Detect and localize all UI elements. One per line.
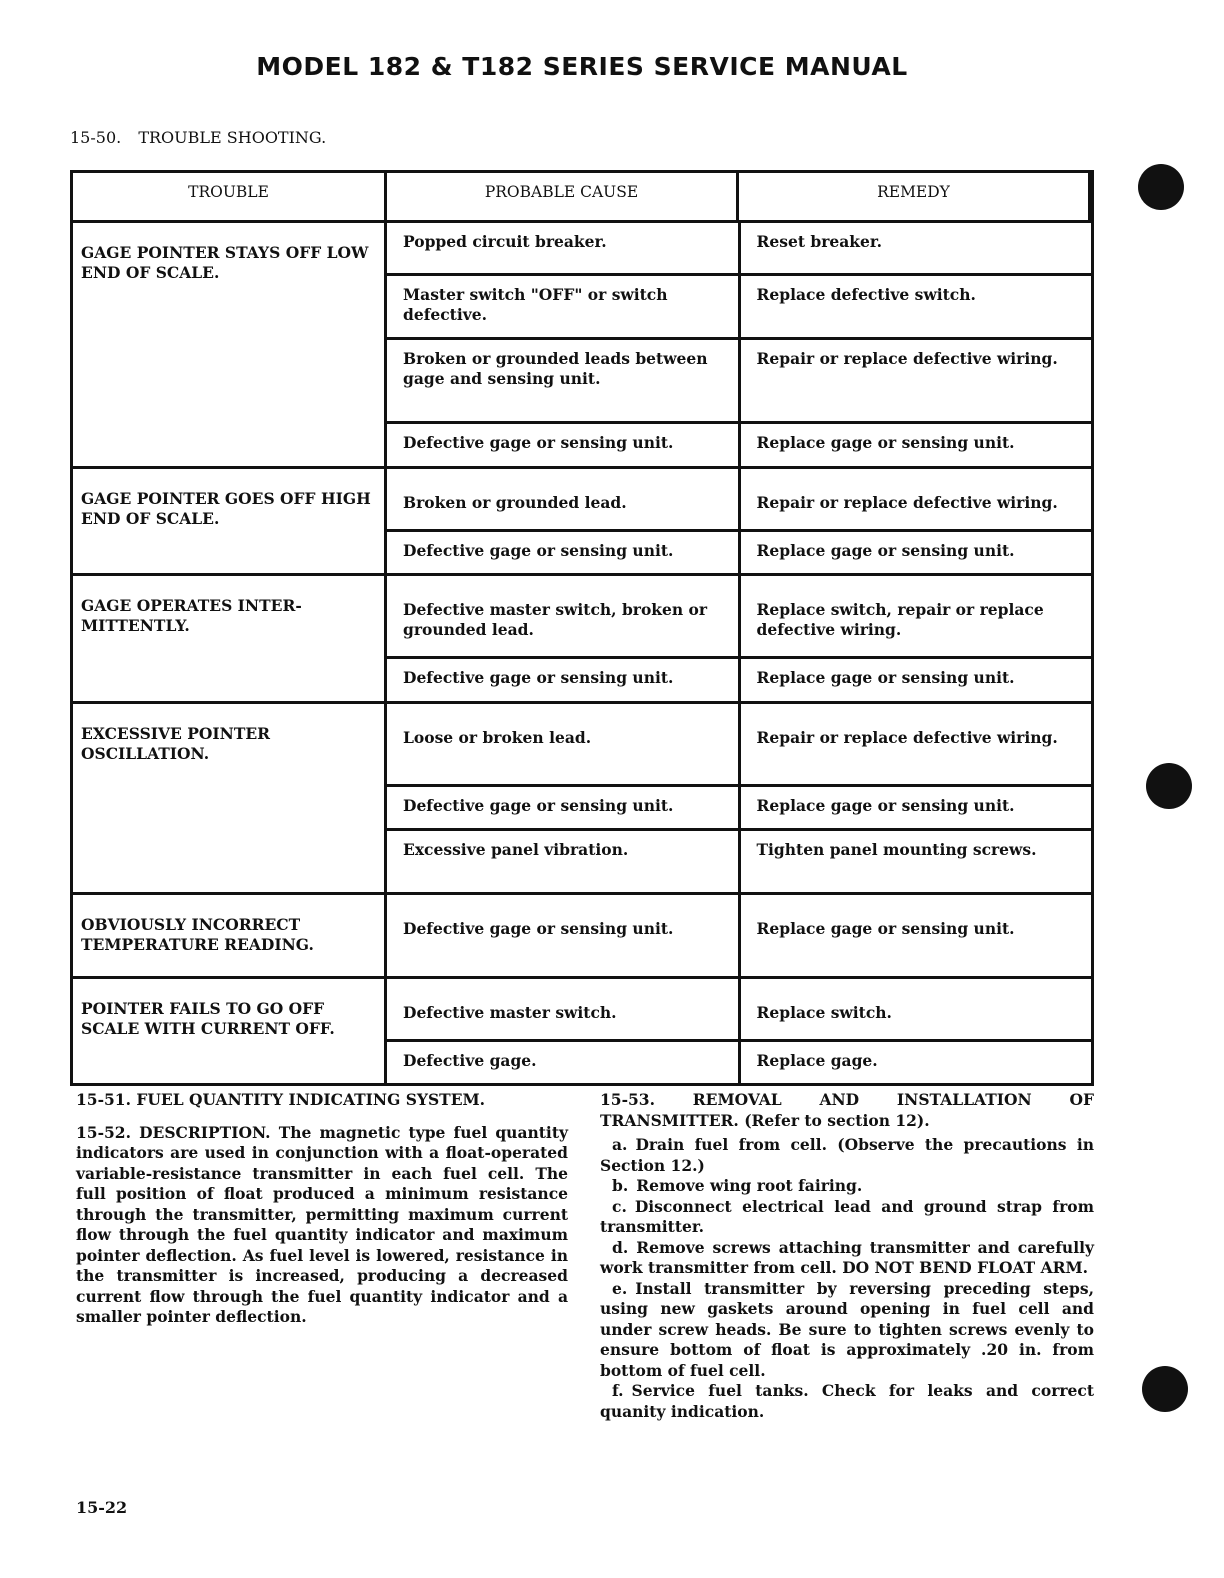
cause-cell: Defective gage or sensing unit.: [387, 659, 741, 701]
section-number: 15-50.: [70, 128, 122, 147]
trouble-cell: GAGE POINTER STAYS OFF LOW END OF SCALE.: [73, 223, 387, 469]
cause-remedy-group: [387, 979, 1091, 1086]
cause-remedy-group: [387, 895, 1091, 979]
step-letter: d.: [612, 1237, 629, 1257]
remedy-cell: Reset breaker.: [756, 232, 883, 251]
troubleshooting-table: [70, 170, 1094, 1086]
table-row: [387, 1042, 1091, 1086]
step-letter: f.: [612, 1381, 624, 1400]
table-row: [387, 424, 1091, 469]
trouble-cell: GAGE POINTER GOES OFF HIGH END OF SCALE.: [73, 469, 387, 576]
left-text-column: [76, 1090, 568, 1340]
procedure-step: [600, 1135, 1094, 1176]
step-text: Drain fuel from cell. (Observe the precautions in Section 12.): [600, 1135, 1094, 1175]
cause-cell: Defective gage or sensing unit.: [387, 532, 741, 573]
step-letter: e.: [612, 1278, 628, 1298]
cause-remedy-group: [387, 576, 1091, 704]
procedure-step: [600, 1176, 1094, 1197]
cause-cell: Defective gage or sensing unit.: [387, 787, 741, 828]
section-15-52-heading: 15-52. DESCRIPTION.: [76, 1122, 271, 1142]
section-15-50-title: [70, 128, 326, 147]
cause-cell: Master switch "OFF" or switch defective.: [387, 276, 741, 337]
binder-hole-icon: [1138, 164, 1184, 210]
cause-cell: Defective gage.: [387, 1042, 741, 1083]
table-row: [387, 276, 1091, 340]
table-header-cause: PROBABLE CAUSE: [387, 173, 739, 223]
page-header: MODEL 182 & T182 SERIES SERVICE MANUAL: [256, 52, 908, 81]
step-letter: c.: [612, 1196, 627, 1216]
right-text-column: [600, 1090, 1094, 1422]
cause-cell: Loose or broken lead.: [387, 704, 741, 784]
cause-cell: Defective gage or sensing unit.: [387, 895, 741, 976]
remedy-cell: Replace gage.: [756, 1051, 878, 1070]
remedy-cell: Replace gage or sensing unit.: [756, 541, 1015, 560]
cause-cell: Broken or grounded lead.: [387, 469, 741, 529]
step-text: Service fuel tanks. Check for leaks and correct quanity indication.: [600, 1381, 1094, 1421]
cause-cell: Excessive panel vibration.: [387, 831, 741, 892]
table-row: [387, 704, 1091, 787]
step-text: Remove wing root fairing.: [636, 1176, 863, 1195]
procedure-step: [600, 1279, 1094, 1382]
section-15-53-heading: 15-53. REMOVAL AND INSTALLATION OF TRANSMITTER. (Refer to section 12).: [600, 1090, 1094, 1130]
section-title-text: TROUBLE SHOOTING.: [138, 128, 327, 147]
table-row: [387, 576, 1091, 659]
remedy-cell: Replace switch.: [756, 1003, 892, 1022]
table-row: [387, 895, 1091, 979]
page-number: 15-22: [76, 1498, 128, 1517]
cause-cell: Popped circuit breaker.: [387, 223, 741, 273]
step-text: Disconnect electrical lead and ground strap from transmitter.: [600, 1196, 1094, 1236]
remedy-cell: Replace switch, repair or replace defective wiring.: [756, 600, 1044, 640]
table-row: [387, 787, 1091, 831]
cause-cell: Defective master switch.: [387, 979, 741, 1039]
remedy-cell: Repair or replace defective wiring.: [756, 349, 1058, 368]
binder-hole-icon: [1146, 763, 1192, 809]
remedy-cell: Repair or replace defective wiring.: [756, 728, 1058, 747]
step-letter: b.: [612, 1176, 629, 1195]
cause-remedy-group: [387, 704, 1091, 895]
section-15-51-heading: 15-51. FUEL QUANTITY INDICATING SYSTEM.: [76, 1090, 486, 1109]
step-text: Remove screws attaching transmitter and carefully work transmitter from cell. DO NOT BEND FLOAT ARM.: [600, 1237, 1094, 1277]
cause-cell: Broken or grounded leads between gage and sensing unit.: [387, 340, 741, 421]
table-row: [387, 532, 1091, 576]
cause-cell: Defective master switch, broken or grounded lead.: [387, 576, 741, 656]
binder-hole-icon: [1142, 1366, 1188, 1412]
remedy-cell: Replace defective switch.: [756, 285, 976, 304]
section-15-52-body: The magnetic type fuel quantity indicators are used in conjunction with a float-operated variable-resistance transmitter in each fuel cell. The full position of float produced a minimum resistance through the transmitter, permitting maximum current flow through the fuel quantity indicator and maximum pointer deflection. As fuel level is lowered, resistance in the transmitter is increased, producing a decreased current flow through the fuel quantity indicator and a smaller pointer deflection.: [76, 1122, 568, 1326]
remedy-cell: Replace gage or sensing unit.: [756, 796, 1015, 815]
cause-remedy-group: [387, 469, 1091, 576]
table-row: [387, 659, 1091, 704]
table-row: [387, 831, 1091, 895]
remedy-cell: Replace gage or sensing unit.: [756, 919, 1015, 938]
section-15-52-paragraph: [76, 1123, 568, 1328]
procedure-step: [600, 1381, 1094, 1422]
step-letter: a.: [612, 1135, 628, 1154]
trouble-cell: GAGE OPERATES INTER- MITTENTLY.: [73, 576, 387, 704]
table-row: [387, 340, 1091, 424]
step-text: Install transmitter by reversing preceding steps, using new gaskets around opening in fuel cell and under screw heads. Be sure to tighten screws evenly to ensure bottom of float is approximately .20 in. from bottom of fuel cell.: [600, 1278, 1094, 1380]
remedy-cell: Tighten panel mounting screws.: [756, 840, 1037, 859]
trouble-cell: EXCESSIVE POINTER OSCILLATION.: [73, 704, 387, 895]
remedy-cell: Repair or replace defective wiring.: [756, 493, 1058, 512]
procedure-step: [600, 1238, 1094, 1279]
cause-remedy-group: [387, 223, 1091, 469]
trouble-cell: OBVIOUSLY INCORRECT TEMPERATURE READING.: [73, 895, 387, 979]
table-header-remedy: REMEDY: [739, 173, 1091, 223]
table-row: [387, 979, 1091, 1042]
procedure-step: [600, 1197, 1094, 1238]
trouble-cell: POINTER FAILS TO GO OFF SCALE WITH CURRENT OFF.: [73, 979, 387, 1086]
cause-cell: Defective gage or sensing unit.: [387, 424, 741, 466]
remedy-cell: Replace gage or sensing unit.: [756, 433, 1015, 452]
table-row: [387, 223, 1091, 276]
remedy-cell: Replace gage or sensing unit.: [756, 668, 1015, 687]
table-row: [387, 469, 1091, 532]
table-header-trouble: TROUBLE: [73, 173, 387, 223]
